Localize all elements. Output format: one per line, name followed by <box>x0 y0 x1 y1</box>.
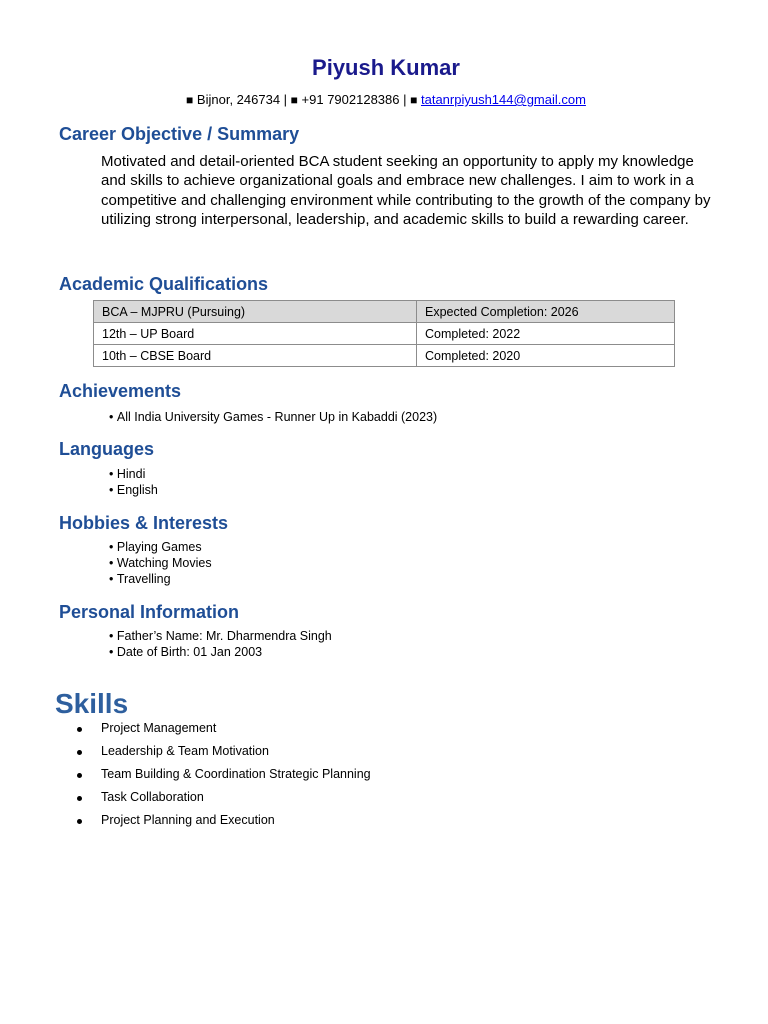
bullet-icon <box>77 727 82 732</box>
table-row <box>94 345 675 367</box>
achievements-list <box>109 410 437 426</box>
hobbies-heading: Hobbies & Interests <box>59 513 229 533</box>
table-cell-status: Completed: 2022 <box>417 323 675 345</box>
list-item <box>0 812 371 835</box>
table-row <box>94 301 675 323</box>
list-item <box>0 720 371 743</box>
candidate-name: Piyush Kumar <box>312 55 460 80</box>
bullet-icon <box>77 796 82 801</box>
list-item: • Playing Games <box>109 540 212 556</box>
list-item <box>0 766 371 789</box>
skill-label: Leadership & Team Motivation <box>101 744 269 758</box>
email-link[interactable]: tatanrpiyush144@gmail.com <box>420 92 586 107</box>
skills-list <box>0 720 371 835</box>
bullet-icon <box>77 819 82 824</box>
list-item: • All India University Games - Runner Up in Kabaddi (2023) <box>109 410 437 426</box>
achievements-heading: Achievements <box>59 381 182 401</box>
table-cell-course: BCA – MJPRU (Pursuing) <box>94 301 417 323</box>
list-item <box>0 789 371 812</box>
skills-heading: Skills <box>55 688 129 719</box>
location-text: Bijnor, 246734 <box>196 92 281 107</box>
list-item: • Date of Birth: 01 Jan 2003 <box>109 645 332 661</box>
list-item: • Travelling <box>109 572 212 588</box>
square-bullet-icon: ■ <box>186 93 194 107</box>
phone-text: +91 7902128386 <box>301 92 400 107</box>
skill-label: Project Planning and Execution <box>101 813 275 827</box>
table-row <box>94 323 675 345</box>
table-cell-status: Completed: 2020 <box>417 345 675 367</box>
list-item: • English <box>109 483 158 499</box>
summary-heading: Career Objective / Summary <box>59 124 300 144</box>
square-bullet-icon: ■ <box>290 93 298 107</box>
academics-heading: Academic Qualifications <box>59 274 269 294</box>
bullet-icon <box>77 773 82 778</box>
list-item: • Watching Movies <box>109 556 212 572</box>
summary-text: Motivated and detail-oriented BCA student seeking an opportunity to apply my knowledge and skills to achieve organizational goals and embrace new challenges. I aim to work in a competitive and challenging environment while contributing to the growth of the company by utilizing strong interpersonal, leadership, and academic skills to build a rewarding career. <box>101 153 711 228</box>
list-item: • Hindi <box>109 467 158 483</box>
separator: | <box>399 92 411 107</box>
contact-line <box>0 92 768 107</box>
table-cell-course: 12th – UP Board <box>94 323 417 345</box>
table-cell-course: 10th – CBSE Board <box>94 345 417 367</box>
square-bullet-icon: ■ <box>410 93 418 107</box>
bullet-icon <box>77 750 82 755</box>
hobbies-list <box>109 540 212 587</box>
personal-heading: Personal Information <box>59 602 240 622</box>
languages-heading: Languages <box>59 439 155 459</box>
personal-list <box>109 629 332 661</box>
skill-label: Project Management <box>101 721 217 735</box>
languages-list <box>109 467 158 499</box>
academics-table <box>93 300 675 367</box>
list-item: • Father’s Name: Mr. Dharmendra Singh <box>109 629 332 645</box>
separator: | <box>280 92 291 107</box>
list-item <box>0 743 371 766</box>
skill-label: Task Collaboration <box>101 790 204 804</box>
table-cell-status: Expected Completion: 2026 <box>417 301 675 323</box>
skill-label: Team Building & Coordination Strategic Planning <box>101 767 371 781</box>
